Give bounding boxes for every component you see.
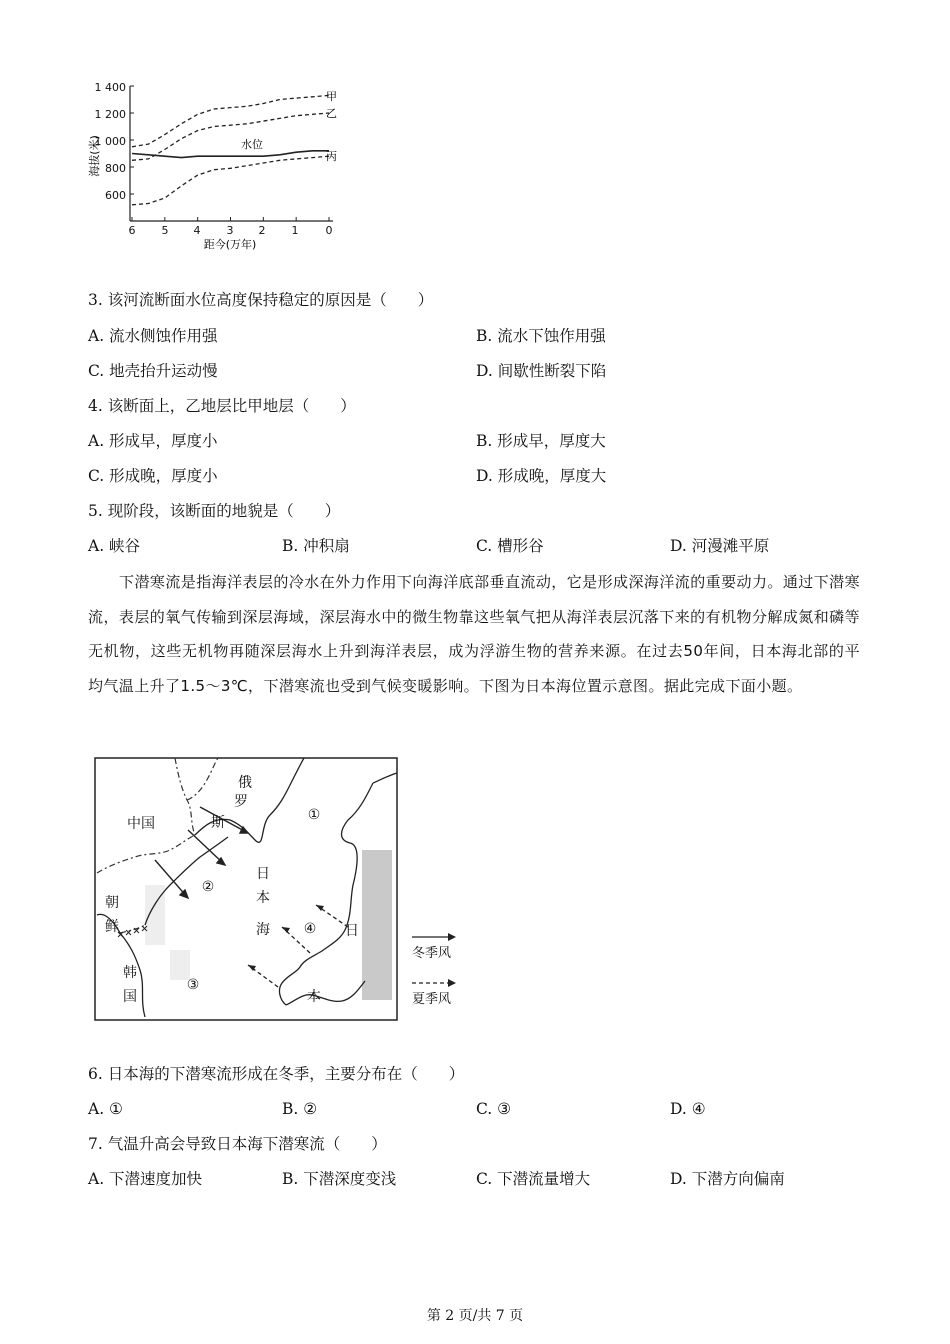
question-5-stem: 5. 现阶段，该断面的地貌是（ ） [88,502,341,520]
elevation-chart [85,78,355,256]
region-2-label: ② [201,879,215,895]
label-guo: 国 [123,989,137,1005]
x-tick-label: 4 [193,224,201,237]
question-5-option-d[interactable]: D. 河漫滩平原 [670,537,770,555]
y-axis-label: 海拔(米) [88,135,101,177]
label-ben-sea: 本 [256,890,270,906]
question-6-stem: 6. 日本海的下潜寒流形成在冬季，主要分布在（ ） [88,1065,465,1083]
region-1-label: ① [307,807,321,823]
question-6-option-d[interactable]: D. ④ [670,1100,706,1118]
label-xian: 鲜 [105,919,119,935]
label-water: 水位 [241,138,263,151]
question-3-stem: 3. 该河流断面水位高度保持稳定的原因是（ ） [88,291,434,309]
legend-winter: 冬季风 [412,946,452,961]
label-si: 斯 [211,815,225,831]
question-6-option-a[interactable]: A. ① [88,1100,123,1118]
page-number: 第 2 页/共 7 页 [426,1308,524,1324]
question-7-option-c[interactable]: C. 下潜流量增大 [476,1170,591,1188]
question-4-option-d[interactable]: D. 形成晚，厚度大 [476,467,607,485]
series-line-丙 [132,156,329,205]
question-7-stem: 7. 气温升高会导致日本海下潜寒流（ ） [88,1135,387,1153]
label-yi: 乙 [326,107,337,120]
y-tick-label: 800 [105,162,126,175]
question-7-option-d[interactable]: D. 下潜方向偏南 [670,1170,785,1188]
question-5-option-c[interactable]: C. 槽形谷 [476,537,544,555]
x-tick-label: 5 [161,224,169,237]
x-tick-label: 6 [128,224,136,237]
passage-paragraph: 下潜寒流是指海洋表层的冷水在外力作用下向海洋底部垂直流动，它是形成深海洋流的重要动力。通过下潜寒流，表层的氧气传输到深层海域，深层海水中的微生物靠这些氧气把从海洋表层沉落下来的有机物分解成氮和磷等无机物，这些无机物再随深层海水上升到海洋表层，成为浮游生物的营养来源。在过去50年间，日本海北部的平均气温上升了1.5～3℃，下潜寒流也受到气候变暖影响。下图为日本海位置示意图。据此完成下面小题。 [88,573,860,695]
label-han: 韩 [123,965,137,981]
label-jia: 甲 [326,90,337,103]
question-4-option-a[interactable]: A. 形成早，厚度小 [88,432,218,450]
x-axis-label: 距今(万年) [203,238,257,251]
y-tick-label: 1 400 [94,81,126,94]
label-e: 俄 [238,775,252,791]
x-tick-label: 3 [226,224,234,237]
region-4-label: ④ [303,921,317,937]
label-hai-sea: 海 [256,922,270,938]
x-tick-label: 2 [258,224,266,237]
label-bing: 丙 [326,150,337,163]
region-3-label: ③ [186,977,200,993]
question-3-option-a[interactable]: A. 流水侧蚀作用强 [88,327,218,345]
label-ri-sea: 日 [256,866,270,882]
label-zhongguo: 中国 [127,816,155,832]
question-5-option-b[interactable]: B. 冲积扇 [282,537,350,555]
x-tick-label: 0 [325,224,333,237]
legend-summer: 夏季风 [412,992,452,1007]
question-3-option-d[interactable]: D. 间歇性断裂下陷 [476,362,607,380]
question-6-option-c[interactable]: C. ③ [476,1100,512,1118]
label-luo: 罗 [234,794,248,810]
question-6-option-b[interactable]: B. ② [282,1100,318,1118]
question-5-option-a[interactable]: A. 峡谷 [88,537,141,555]
y-tick-label: 1 200 [94,108,126,121]
question-7-option-a[interactable]: A. 下潜速度加快 [88,1170,203,1188]
label-chao: 朝 [105,895,119,911]
question-3-option-c[interactable]: C. 地壳抬升运动慢 [88,362,218,380]
question-4-option-c[interactable]: C. 形成晚，厚度小 [88,467,218,485]
series-line-甲 [132,95,329,146]
x-tick-label: 1 [291,224,299,237]
question-4-stem: 4. 该断面上，乙地层比甲地层（ ） [88,397,356,415]
question-7-option-b[interactable]: B. 下潜深度变浅 [282,1170,397,1188]
y-tick-label: 1 000 [94,135,126,148]
question-3-option-b[interactable]: B. 流水下蚀作用强 [476,327,606,345]
y-tick-label: 600 [105,189,126,202]
label-ri-japan: 日 [345,923,359,939]
label-ben-japan: 本 [307,989,321,1005]
question-4-option-b[interactable]: B. 形成早，厚度大 [476,432,606,450]
japan-sea-map [90,755,470,1027]
